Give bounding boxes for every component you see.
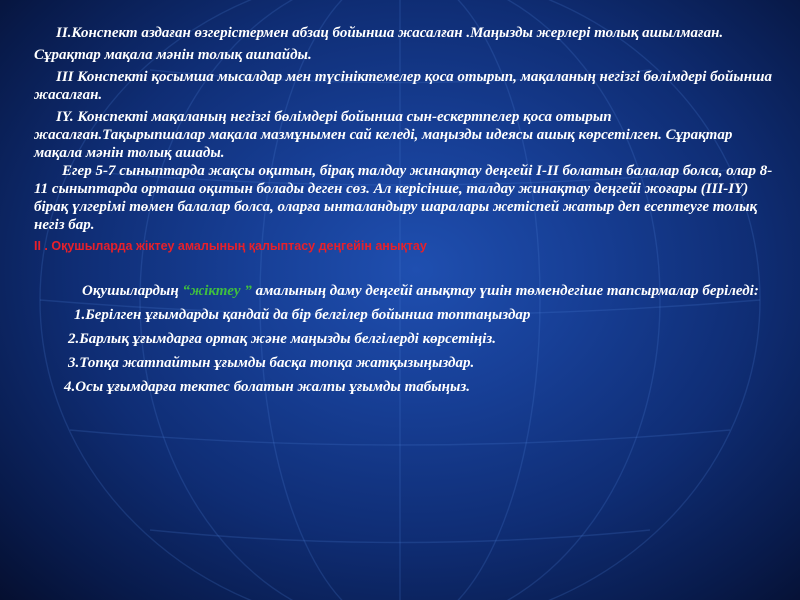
paragraph-level-3: III Конспекті қосымша мысалдар мен түсініктемелер қоса отырып, мақаланың негізгі бөлімдері бойынша жасалған. bbox=[34, 69, 773, 103]
paragraph-conclusion: Егер 5-7 сыныптарда жақсы оқитын, бірақ талдау жинақтау деңгейі I-II болатын балалар болса, олар 8-11 сыныптарда орташа оқитын болады деген сөз. Ал керісінше, талдау жинақтау деңгейі жоғары (III-IY) бірақ үлгерімі төмен балалар болса, оларға ынталандыру шаралары жетіспей жатыр деп есептеуге толық негіз бар. bbox=[34, 163, 773, 233]
intro-text-after: амалының даму деңгейі анықтау үшін төмендегіше тапсырмалар беріледі: bbox=[251, 283, 759, 299]
paragraph-level-2: II.Конспект аздаған өзгерістермен абзац бойынша жасалған .Маңызды жерлері толық ашылмаған. bbox=[56, 25, 724, 41]
task-item-1: 1.Берілген ұғымдарды қандай да бір белгілер бойынша топтаңыздар bbox=[74, 307, 531, 323]
task-item-3: 3.Топқа жатпайтын ұғымды басқа топқа жатқызыңыздар. bbox=[68, 355, 475, 371]
task-item-4: 4.Осы ұғымдарға тектес болатын жалпы ұғымды табыңыз. bbox=[64, 379, 470, 395]
task-item-2: 2.Барлық ұғымдарға ортақ және маңызды белгілерді көрсетіңіз. bbox=[68, 331, 497, 347]
section-heading: II . Оқушыларда жіктеу амалының қалыптасу деңгейін анықтау bbox=[34, 239, 427, 253]
intro-paragraph bbox=[34, 282, 774, 300]
slide-content bbox=[34, 24, 774, 396]
intro-highlight: “жіктеу ” bbox=[182, 283, 252, 299]
intro-text-before: Оқушылардың bbox=[82, 283, 183, 299]
paragraph-level-4: IY. Конспекті мақаланың негізгі бөлімдері бойынша сын-ескертпелер қоса отырып жасалған.Тақырыпшалар мақала мазмұнымен сай келеді, маңызды идеясы ашық көрсетілген. Сұрақтар мақала мәнін толық ашады. bbox=[34, 109, 733, 161]
paragraph-questions: Сұрақтар мақала мәнін толық ашпайды. bbox=[34, 47, 312, 63]
